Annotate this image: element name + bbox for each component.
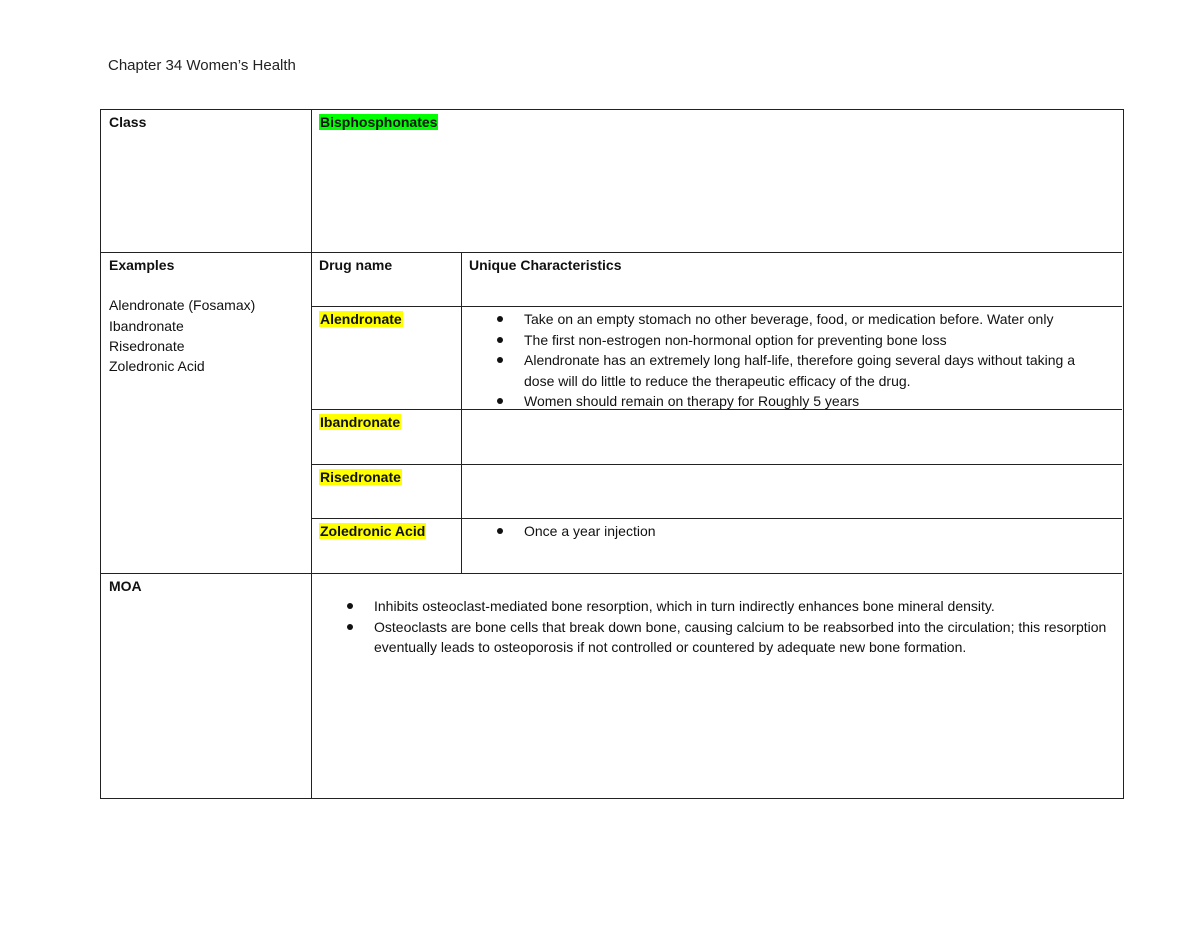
drug-name-ibandronate: Ibandronate [320, 414, 401, 430]
drug-name-zoledronic-acid: Zoledronic Acid [320, 523, 426, 539]
class-label: Class [109, 114, 147, 130]
row-divider-examples [101, 573, 1122, 574]
drug-name-alendronate: Alendronate [320, 311, 402, 327]
drug-name-risedronate: Risedronate [320, 469, 401, 485]
moa-label: MOA [109, 578, 142, 594]
examples-label: Examples [109, 257, 175, 273]
example-item: Risedronate [109, 338, 185, 354]
page-title: Chapter 34 Women’s Health [108, 57, 296, 74]
list-item: Alendronate has an extremely long half-life, therefore going several days without taking a dose will do little to reduce the therapeutic efficacy of the drug. [496, 350, 1079, 391]
drug-name-header: Drug name [319, 257, 393, 273]
list-item: Inhibits osteoclast-mediated bone resorption, which in turn indirectly enhances bone mineral density. [346, 596, 1116, 617]
example-item: Alendronate (Fosamax) [109, 297, 256, 313]
drug-class-table [100, 109, 1124, 799]
class-value: Bisphosphonates [320, 114, 438, 130]
list-item: Once a year injection [496, 521, 1116, 542]
row-divider-ibandronate [312, 464, 1122, 465]
example-item: Zoledronic Acid [109, 358, 205, 374]
list-item: Take on an empty stomach no other beverage, food, or medication before. Water only [496, 309, 1116, 330]
list-item: Osteoclasts are bone cells that break down bone, causing calcium to be reabsorbed into the circulation; this resorption eventually leads to osteoporosis if not controlled or countered by adequate new bone formation. [346, 617, 1116, 658]
row-divider-drug-header [312, 306, 1122, 307]
row-divider-risedronate [312, 518, 1122, 519]
column-divider-drug [461, 252, 462, 573]
column-divider-main [311, 110, 312, 798]
row-divider-class [101, 252, 1122, 253]
example-item: Ibandronate [109, 318, 184, 334]
moa-list [346, 596, 1116, 658]
unique-characteristics-header: Unique Characteristics [469, 257, 622, 273]
list-item: The first non-estrogen non-hormonal option for preventing bone loss [496, 330, 1116, 351]
alendronate-characteristics [496, 309, 1116, 412]
zoledronic-characteristics [496, 521, 1116, 542]
list-item: Women should remain on therapy for Roughly 5 years [496, 391, 1116, 412]
